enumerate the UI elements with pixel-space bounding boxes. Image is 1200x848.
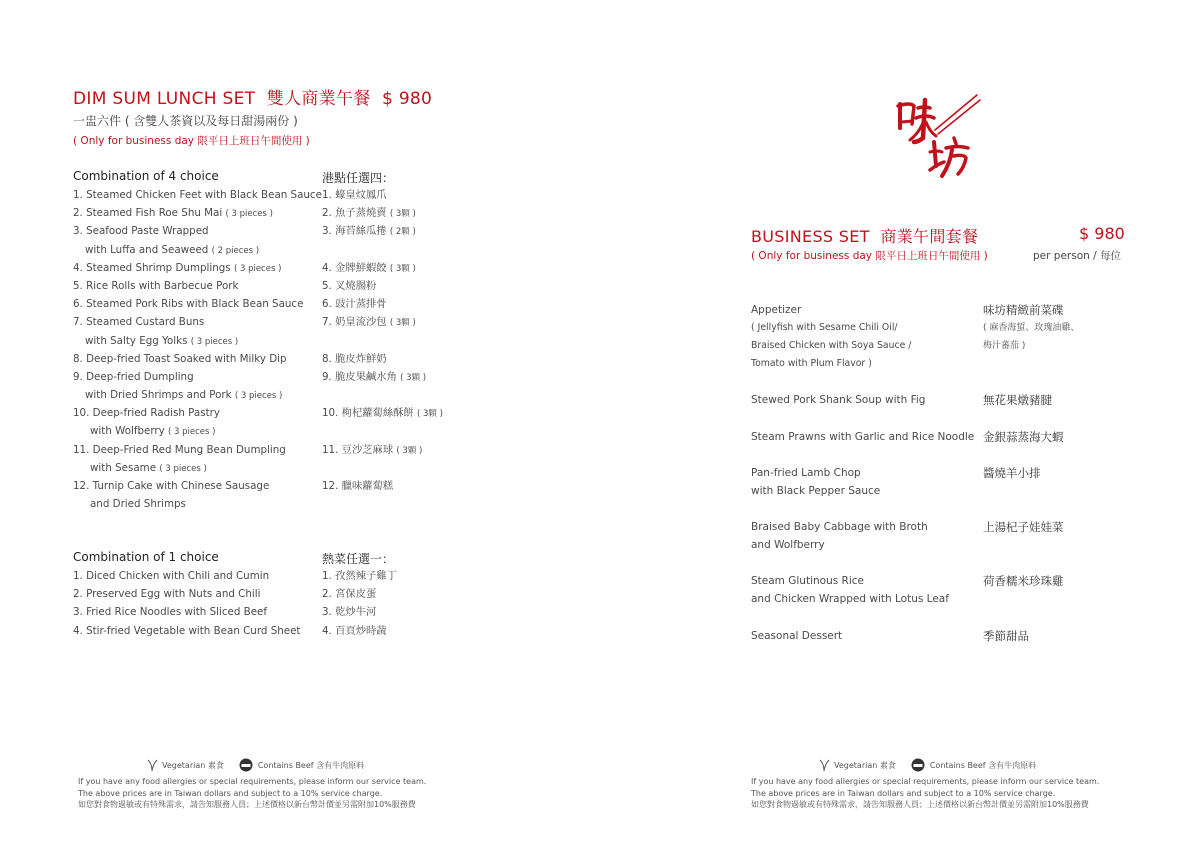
item-text: 3. Seafood Paste Wrapped: [73, 225, 209, 238]
item-portion: ( 3 pieces ): [225, 209, 273, 220]
item-text: with Luffa and Seaweed: [85, 243, 212, 256]
footer-line-2: The above prices are in Taiwan dollars and subject to a 10% service charge.: [751, 788, 1056, 798]
list-item: [73, 332, 322, 350]
item-portion: ( 3顆 ): [417, 409, 443, 420]
item-text: 5. 叉燒腸粉: [322, 279, 377, 292]
item-text: 1. 蠔皇炆鳳爪: [322, 189, 387, 201]
list-item: [73, 495, 322, 513]
item-text: 7. 奶皇流沙包: [322, 316, 390, 329]
course-name-en: Braised Baby Cabbage with Broth: [751, 521, 928, 533]
combo1-list-en: [73, 567, 300, 640]
combo4-list-en: [73, 186, 322, 513]
course-en: [751, 464, 880, 500]
footer-line-3: 如您對食物過敏或有特殊需求，請告知服務人員；上述價格以新台幣計價並另需附加10%服務費: [751, 800, 1089, 809]
dim-sum-title: [73, 84, 432, 109]
combo1-list-zh: [322, 567, 397, 640]
course-en: [751, 301, 911, 373]
list-item: [73, 368, 322, 386]
per-person-label: per person / 每位: [1033, 250, 1121, 262]
list-item: [322, 204, 443, 222]
item-text: with Wolfberry: [90, 425, 169, 438]
list-item: 4. 百頁炒時蔬: [322, 624, 387, 637]
course-name-zh: 醬燒羊小排: [983, 466, 1041, 480]
item-portion: ( 3顆 ): [396, 445, 423, 456]
course-desc-en: with Black Pepper Sauce: [751, 485, 881, 497]
item-portion: ( 3 pieces ): [234, 391, 283, 402]
course-zh: [983, 518, 1064, 536]
cow-icon: [910, 758, 926, 772]
list-item: [322, 459, 443, 477]
item-text: 7. Steamed Custard Buns: [73, 316, 205, 329]
item-text: 2. 魚子蒸燒賣: [322, 207, 390, 220]
legend-right: [818, 758, 1036, 772]
combo1-heading-zh: 熱菜任選一：: [322, 552, 395, 566]
footer-line-3: 如您對食物過敏或有特殊需求，請告知服務人員；上述價格以新台幣計價並另需附加10%服務費: [78, 800, 416, 809]
business-set-price: $ 980: [1079, 224, 1125, 243]
item-text: 11. 豆沙芝麻球: [322, 443, 397, 456]
list-item: [322, 368, 443, 386]
course-desc-zh: ( 麻香海蜇、玫瑰油雞、: [983, 323, 1080, 333]
dim-sum-price: $ 980: [382, 89, 433, 109]
list-item: [73, 222, 322, 240]
item-text: 1. Steamed Chicken Feet with Black Bean Sauce: [73, 189, 322, 201]
combo4-heading-zh: 港點任選四：: [322, 171, 395, 185]
list-item: [322, 422, 443, 440]
footer-right: [751, 776, 1099, 811]
item-text: with Salty Egg Yolks: [85, 334, 191, 347]
course-en: [751, 572, 949, 608]
list-item: [73, 277, 322, 295]
course-name-zh: 金銀蒜蒸海大蝦: [983, 430, 1064, 444]
item-text: 8. 脆皮炸鮮奶: [322, 352, 387, 365]
course-name-en: Steam Prawns with Garlic and Rice Noodle: [751, 431, 975, 443]
course-zh: [983, 627, 1029, 645]
list-item: [73, 441, 322, 459]
list-item: [322, 259, 443, 277]
item-text: 5. Rice Rolls with Barbecue Pork: [73, 279, 239, 292]
list-item: [73, 313, 322, 331]
item-text: 6. 豉汁蒸排骨: [322, 298, 387, 311]
legend-left: [146, 758, 364, 772]
footer-line-1: If you have any food allergies or special requirements, please inform our service team.: [78, 777, 427, 786]
item-portion: ( 3顆 ): [400, 372, 427, 383]
list-item: [73, 477, 322, 495]
dim-sum-note: ( Only for business day 限平日上班日午間使用 ): [73, 135, 310, 147]
list-item: [73, 404, 322, 422]
course-zh: [983, 391, 1052, 409]
item-portion: ( 3顆 ): [389, 263, 416, 274]
footer-left: [78, 776, 426, 811]
list-item: 2. Preserved Egg with Nuts and Chili: [73, 588, 261, 601]
course-en: [751, 518, 928, 554]
item-text: 9. Deep-fried Dumpling: [73, 370, 194, 383]
business-set-title-zh: 商業午間套餐: [880, 227, 979, 246]
list-item: [73, 241, 322, 259]
leaf-icon: [818, 758, 830, 772]
item-portion: ( 3 pieces ): [190, 336, 239, 347]
item-portion: ( 3顆 ): [389, 318, 416, 329]
list-item: [73, 459, 322, 477]
list-item: [322, 350, 443, 368]
item-text: 6. Steamed Pork Ribs with Black Bean Sauce: [73, 298, 304, 311]
business-set-title-en: BUSINESS SET: [751, 227, 870, 246]
list-item: [322, 295, 443, 313]
item-text: and Dried Shrimps: [90, 498, 186, 511]
list-item: 1. Diced Chicken with Chili and Cumin: [73, 570, 270, 582]
list-item: [73, 295, 322, 313]
list-item: [322, 186, 443, 204]
list-item: [73, 204, 322, 222]
item-text: 4. 金牌鮮蝦餃: [322, 261, 390, 274]
beef-label: Contains Beef 含有牛肉原料: [929, 760, 1037, 770]
course-desc-en: and Chicken Wrapped with Lotus Leaf: [751, 593, 949, 605]
course-name-en: Steam Glutinous Rice: [751, 575, 864, 587]
list-item: [73, 259, 322, 277]
list-item: 3. Fried Rice Noodles with Sliced Beef: [73, 606, 268, 619]
dim-sum-title-zh: 雙人商業午餐: [266, 89, 371, 109]
business-set-note: ( Only for business day 限平日上班日午間使用 ): [751, 250, 988, 262]
item-text: 9. 脆皮果鹹水角: [322, 370, 401, 383]
dim-sum-subtitle: 一盅六件 ( 含雙人茶資以及每日甜湯兩份 ): [73, 114, 298, 128]
list-item: [322, 313, 443, 331]
item-text: 10. Deep-fried Radish Pastry: [73, 407, 220, 420]
list-item: 4. Stir-fried Vegetable with Bean Curd Sheet: [73, 624, 301, 637]
list-item: [73, 350, 322, 368]
list-item: [322, 477, 443, 495]
course-desc-en: ( Jellyfish with Sesame Chili Oil/: [751, 322, 898, 333]
item-text: with Sesame: [90, 461, 160, 474]
course-desc-zh: 梅汁蕃茄 ): [983, 341, 1026, 351]
course-en: [751, 428, 974, 446]
item-text: 3. 海苔絲瓜捲: [322, 225, 390, 238]
combo1-heading-en: Combination of 1 choice: [73, 550, 219, 564]
course-name-en: Stewed Pork Shank Soup with Fig: [751, 394, 926, 406]
item-portion: ( 3 pieces ): [159, 463, 207, 474]
course-name-zh: 上湯杞子娃娃菜: [983, 520, 1064, 534]
course-name-zh: 無花果燉豬腱: [983, 393, 1052, 407]
combo4-list-zh: [322, 186, 443, 513]
business-set-title: [751, 224, 978, 247]
item-text: with Dried Shrimps and Pork: [85, 389, 235, 402]
restaurant-logo: [890, 90, 985, 180]
list-item: [322, 277, 443, 295]
beef-label: Contains Beef 含有牛肉原料: [257, 760, 365, 770]
dim-sum-title-en: DIM SUM LUNCH SET: [73, 89, 256, 109]
course-zh: [983, 428, 1064, 446]
list-item: [73, 386, 322, 404]
item-text: 12. Turnip Cake with Chinese Sausage: [73, 480, 270, 492]
item-portion: ( 3 pieces ): [168, 427, 216, 438]
course-name-zh: 荷香糯米珍珠雞: [983, 574, 1064, 588]
course-desc-en: Tomato with Plum Flavor ): [751, 358, 872, 369]
list-item: [322, 404, 443, 422]
list-item: 2. 宮保皮蛋: [322, 588, 377, 601]
cow-icon: [238, 758, 254, 772]
item-text: 10. 枸杞蘿蔔絲酥餅: [322, 407, 417, 420]
course-name-zh: 味坊精緻前菜碟: [983, 303, 1064, 317]
course-desc-en: Braised Chicken with Soya Sauce /: [751, 340, 912, 351]
course-zh: [983, 464, 1041, 482]
item-text: 11. Deep-Fried Red Mung Bean Dumpling: [73, 443, 286, 456]
list-item: [73, 422, 322, 440]
list-item: [322, 441, 443, 459]
item-portion: ( 2顆 ): [389, 227, 416, 238]
list-item: [73, 186, 322, 204]
course-en: [751, 391, 925, 409]
list-item: [322, 332, 443, 350]
vegetarian-label: Vegetarian 素食: [834, 760, 896, 770]
item-text: 2. Steamed Fish Roe Shu Mai: [73, 207, 226, 220]
footer-line-2: The above prices are in Taiwan dollars and subject to a 10% service charge.: [78, 788, 383, 798]
list-item: [322, 386, 443, 404]
item-text: 12. 臘味蘿蔔糕: [322, 480, 394, 492]
item-portion: ( 2 pieces ): [211, 245, 260, 256]
leaf-icon: [146, 758, 158, 772]
course-name-en: Appetizer: [751, 304, 802, 316]
item-portion: ( 3 pieces ): [233, 263, 282, 274]
course-name-en: Seasonal Dessert: [751, 630, 843, 642]
course-zh: [983, 572, 1064, 590]
combo4-heading-en: Combination of 4 choice: [73, 169, 219, 183]
list-item: 1. 孜然辣子雞丁: [322, 570, 397, 582]
course-name-en: Pan-fried Lamb Chop: [751, 467, 861, 479]
item-text: 4. Steamed Shrimp Dumplings: [73, 261, 234, 274]
item-portion: ( 3顆 ): [389, 209, 416, 220]
item-text: 8. Deep-fried Toast Soaked with Milky Dip: [73, 352, 287, 365]
footer-line-1: If you have any food allergies or special requirements, please inform our service team.: [751, 777, 1100, 786]
course-en: [751, 627, 842, 645]
list-item: [322, 241, 443, 259]
course-zh: [983, 301, 1079, 355]
list-item: 3. 乾炒牛河: [322, 606, 377, 619]
vegetarian-label: Vegetarian 素食: [162, 760, 224, 770]
list-item: [322, 495, 443, 513]
course-desc-en: and Wolfberry: [751, 539, 825, 551]
course-name-zh: 季節甜品: [983, 629, 1029, 643]
list-item: [322, 222, 443, 240]
